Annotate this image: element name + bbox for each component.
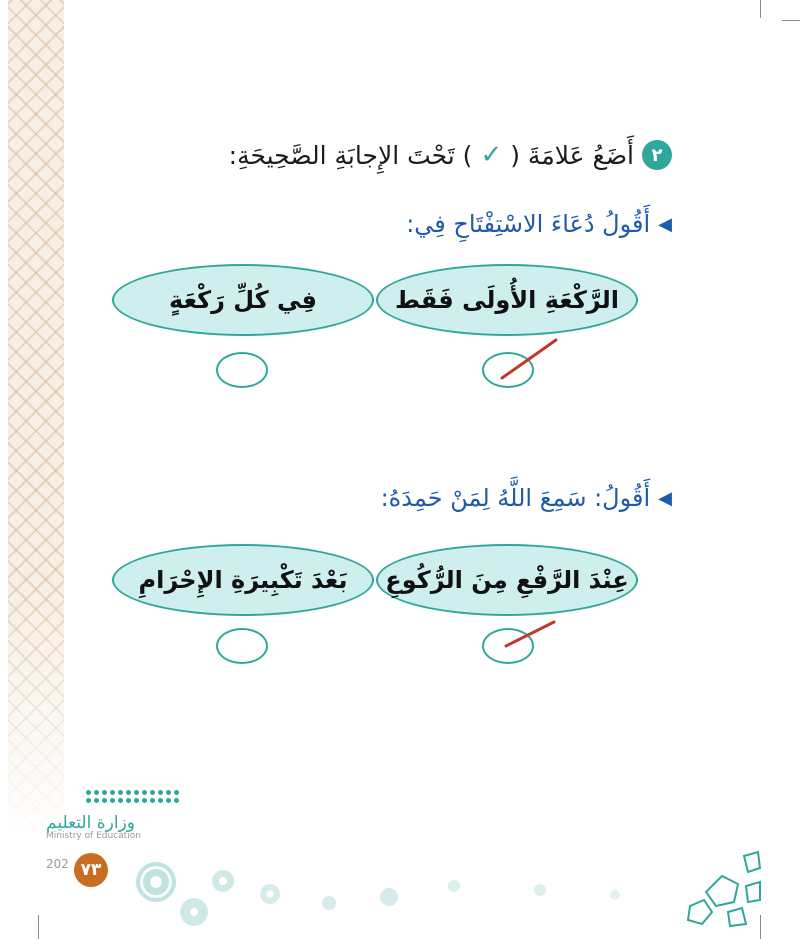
answer-circle-1b[interactable] xyxy=(216,352,268,388)
option-1b-text: فِي كُلِّ رَكْعَةٍ xyxy=(169,286,317,314)
crop-mark xyxy=(38,915,39,939)
question-2-prompt xyxy=(381,484,672,512)
rosette-decoration xyxy=(212,870,234,892)
ministry-name-arabic: وزارة التعليم xyxy=(46,813,135,833)
answer-tick-1a xyxy=(496,334,562,384)
check-mark-icon: ✓ xyxy=(480,140,503,170)
option-2a-bubble xyxy=(376,544,638,616)
option-1a-bubble xyxy=(376,264,638,336)
answer-tick-2a xyxy=(500,616,560,652)
rosette-decoration xyxy=(260,884,280,904)
page-number-badge: ٧٣ xyxy=(74,853,108,887)
question-1-prompt xyxy=(406,210,672,238)
rosette-decoration xyxy=(180,898,208,926)
instruction-text-start: أَضَعُ عَلامَةَ ( xyxy=(510,140,634,170)
rosette-decoration xyxy=(534,884,546,896)
option-2b-bubble xyxy=(112,544,374,616)
triangle-bullet-icon: ◀ xyxy=(658,213,672,235)
instruction-text-end: ) تَحْتَ الإِجابَةِ الصَّحِيحَةِ: xyxy=(228,140,473,170)
rosette-decoration xyxy=(322,896,336,910)
option-2a-text: عِنْدَ الرَّفْعِ مِنَ الرُّكُوعِ xyxy=(385,566,629,594)
geometric-corner-ornament xyxy=(684,846,764,930)
ministry-name-english: Ministry of Education xyxy=(46,831,141,841)
rosette-decoration xyxy=(136,862,176,902)
exercise-instruction xyxy=(229,140,672,170)
question-2-text: أَقُولُ: سَمِعَ اللَّهُ لِمَنْ حَمِدَهُ: xyxy=(380,484,651,512)
crop-mark xyxy=(782,20,800,21)
answer-circle-2b[interactable] xyxy=(216,628,268,664)
exercise-number-badge: ٢ xyxy=(642,140,672,170)
ministry-logo-dots xyxy=(86,790,182,803)
option-2b-text: بَعْدَ تَكْبِيرَةِ الإِحْرَامِ xyxy=(138,566,348,594)
decorative-side-pattern xyxy=(8,0,64,840)
ministry-logo xyxy=(46,790,186,841)
rosette-decoration xyxy=(448,880,460,892)
question-1-text: أَقُولُ دُعَاءَ الاسْتِفْتَاحِ فِي: xyxy=(406,210,651,238)
rosette-decoration xyxy=(610,890,620,900)
rosette-decoration xyxy=(380,888,398,906)
triangle-bullet-icon: ◀ xyxy=(658,487,672,509)
year-label: 202 xyxy=(46,857,69,871)
crop-mark xyxy=(760,0,761,18)
option-1b-bubble xyxy=(112,264,374,336)
option-1a-text: الرَّكْعَةِ الأُولَى فَقَط xyxy=(395,286,619,314)
